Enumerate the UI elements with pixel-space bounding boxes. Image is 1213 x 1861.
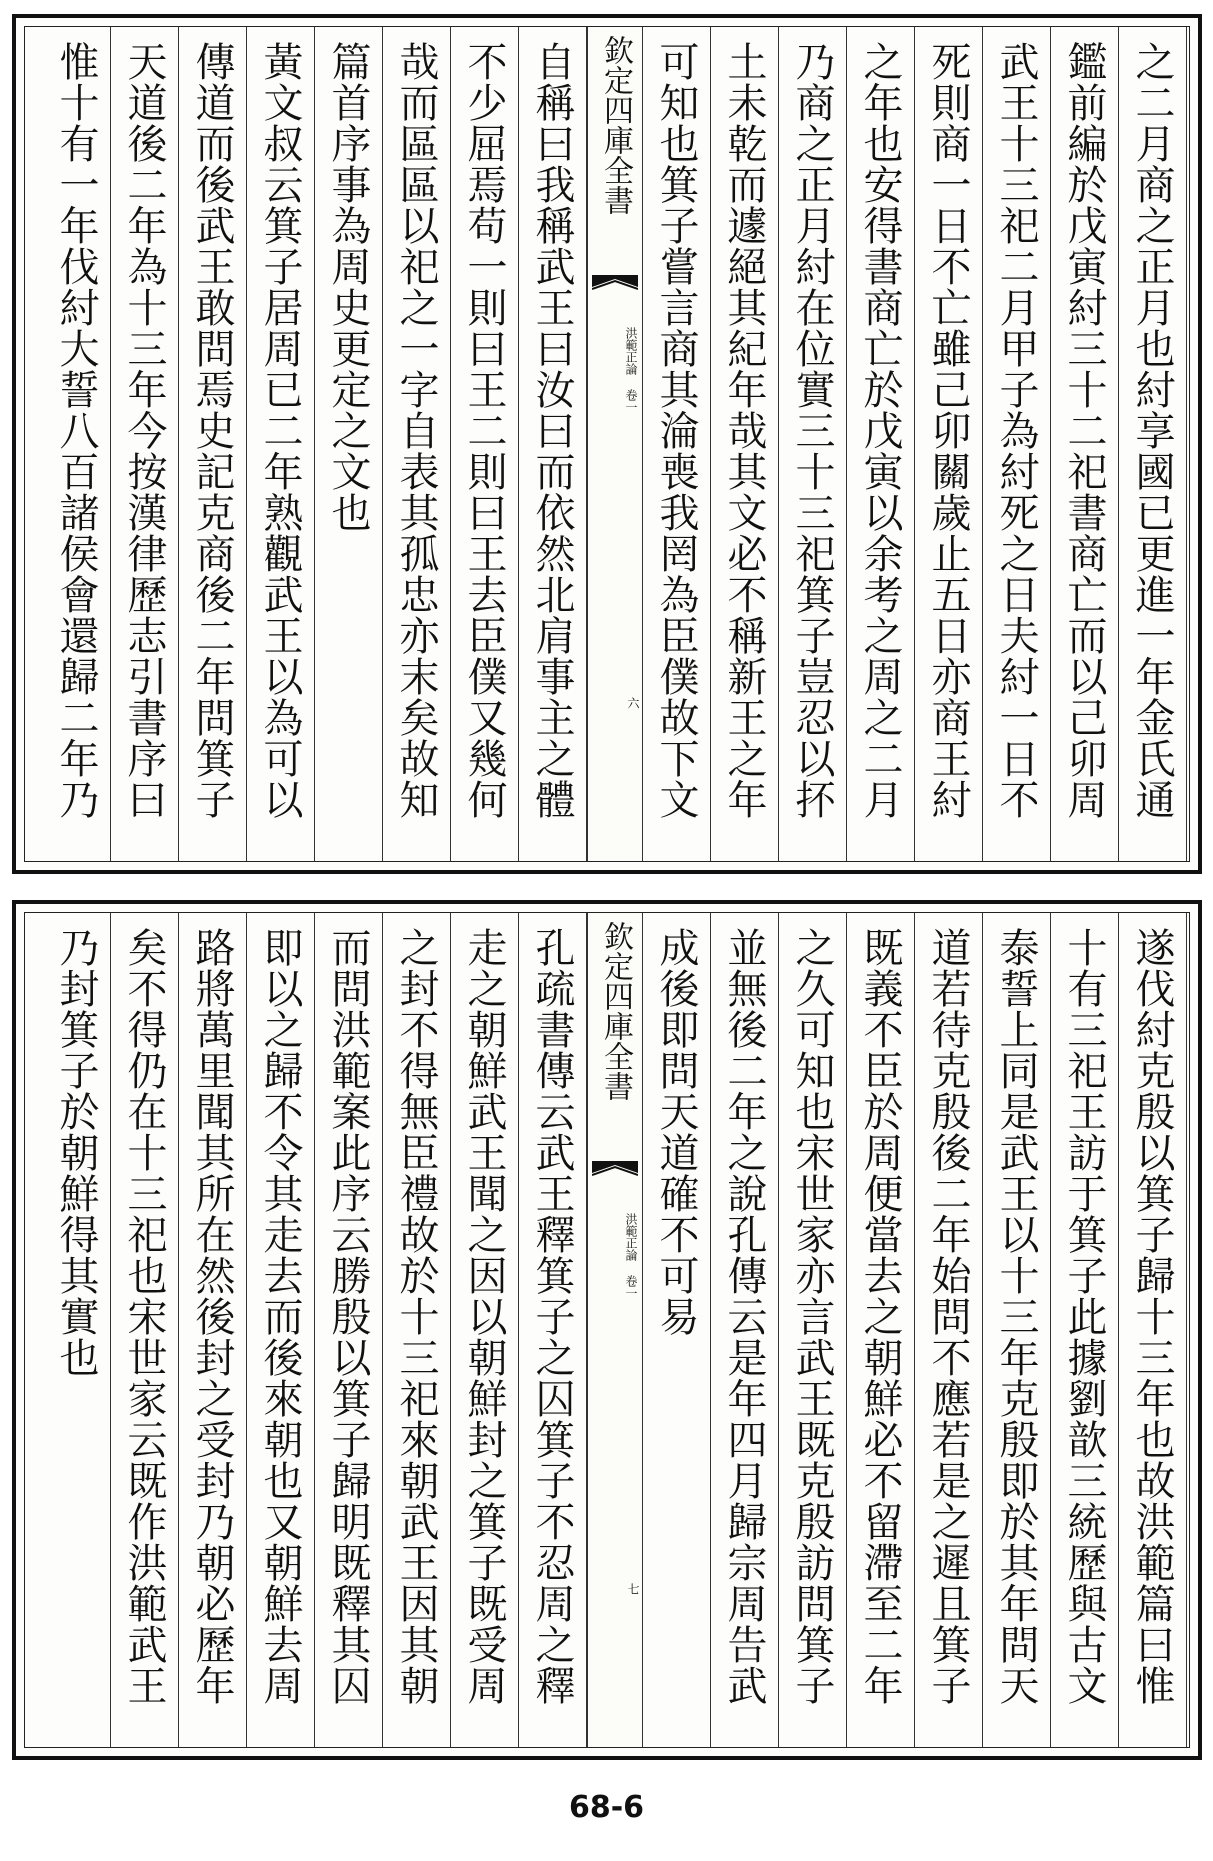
column-text: 之久可知也宋世家亦言武王既克殷訪問箕子	[789, 927, 835, 1706]
chapter-label: 洪範正論 卷一	[624, 1213, 638, 1299]
column-text: 死則商一日不亡雖己卯關歲止五日亦商王紂	[925, 41, 971, 820]
text-column	[1051, 913, 1119, 1747]
column-text: 矣不得仍在十三祀也宋世家云既作洪範武王	[121, 927, 167, 1706]
text-column	[519, 913, 587, 1747]
center-spine	[587, 27, 643, 861]
text-column	[43, 27, 111, 861]
text-column	[247, 913, 315, 1747]
column-text: 並無後二年之說孔傳云是年四月歸宗周告武	[721, 927, 767, 1706]
book-title: 欽定四庫全書	[598, 921, 633, 1101]
center-spine	[587, 913, 643, 1747]
chapter-label: 洪範正論 卷一	[624, 327, 638, 413]
text-column	[1119, 913, 1187, 1747]
book-title: 欽定四庫全書	[598, 35, 633, 215]
text-column	[1119, 27, 1187, 861]
text-column	[1051, 27, 1119, 861]
column-text: 鑑前編於戊寅紂三十二祀書商亡而以己卯周	[1061, 41, 1107, 820]
fish-tail-mark-icon	[592, 1161, 638, 1187]
leaf-number: 六	[626, 697, 640, 709]
text-column	[179, 27, 247, 861]
page-number: 68-6	[568, 1790, 645, 1825]
column-text: 路將萬里聞其所在然後封之受封乃朝必歷年	[189, 927, 235, 1706]
text-column	[247, 27, 315, 861]
top-page	[12, 14, 1202, 874]
column-text: 道若待克殷後二年始問不應若是之遲且箕子	[925, 927, 971, 1706]
column-text: 既義不臣於周便當去之朝鮮必不留滯至二年	[857, 927, 903, 1706]
text-column	[451, 913, 519, 1747]
column-text: 遂伐紂克殷以箕子歸十三年也故洪範篇曰惟	[1129, 927, 1175, 1706]
text-column	[983, 27, 1051, 861]
column-text: 之封不得無臣禮故於十三祀來朝武王因其朝	[393, 927, 439, 1706]
text-column	[643, 913, 711, 1747]
column-text: 之二月商之正月也紂享國已更進一年金氏通	[1129, 41, 1175, 820]
column-text: 天道後二年為十三年今按漢律歷志引書序曰	[121, 41, 167, 820]
text-column	[983, 913, 1051, 1747]
text-column	[915, 27, 983, 861]
text-column	[383, 27, 451, 861]
text-column	[711, 27, 779, 861]
column-text: 篇首序事為周史更定之文也	[325, 41, 371, 533]
column-text: 不少屈焉苟一則曰王二則曰王去臣僕又幾何	[461, 41, 507, 820]
fish-tail-mark-icon	[592, 275, 638, 301]
text-column	[315, 913, 383, 1747]
column-text: 孔疏書傳云武王釋箕子之囚箕子不忍周之釋	[529, 927, 575, 1706]
top-page-frame	[24, 26, 1190, 862]
text-column	[847, 27, 915, 861]
column-text: 十有三祀王訪于箕子此據劉歆三統歷與古文	[1061, 927, 1107, 1706]
text-column	[383, 913, 451, 1747]
column-text: 成後即問天道確不可易	[653, 927, 699, 1337]
text-column	[643, 27, 711, 861]
text-column	[111, 27, 179, 861]
column-text: 而問洪範案此序云勝殷以箕子歸明既釋其囚	[325, 927, 371, 1706]
text-column	[43, 913, 111, 1747]
text-column	[315, 27, 383, 861]
text-column	[779, 27, 847, 861]
column-text: 武王十三祀二月甲子為紂死之日夫紂一日不	[993, 41, 1039, 820]
bottom-page	[12, 900, 1202, 1760]
column-text: 乃商之正月紂在位實三十三祀箕子豈忍以抔	[789, 41, 835, 820]
column-text: 即以之歸不令其走去而後來朝也又朝鮮去周	[257, 927, 303, 1706]
column-text: 泰誓上同是武王以十三年克殷即於其年問天	[993, 927, 1039, 1706]
column-text: 惟十有一年伐紂大誓八百諸侯會還歸二年乃	[53, 41, 99, 820]
column-text: 傳道而後武王敢問焉史記克商後二年問箕子	[189, 41, 235, 820]
column-text: 黃文叔云箕子居周已二年熟觀武王以為可以	[257, 41, 303, 820]
column-text: 走之朝鮮武王聞之因以朝鮮封之箕子既受周	[461, 927, 507, 1706]
text-column	[111, 913, 179, 1747]
text-column	[519, 27, 587, 861]
text-column	[451, 27, 519, 861]
column-text: 之年也安得書商亡於戊寅以余考之周之二月	[857, 41, 903, 820]
column-text: 自稱曰我稱武王曰汝曰而依然北肩事主之體	[529, 41, 575, 820]
column-text: 哉而區區以祀之一字自表其孤忠亦末矣故知	[393, 41, 439, 820]
text-column	[779, 913, 847, 1747]
column-text: 乃封箕子於朝鮮得其實也	[53, 927, 99, 1378]
text-column	[179, 913, 247, 1747]
column-text: 可知也箕子嘗言商其淪喪我罔為臣僕故下文	[653, 41, 699, 820]
leaf-number: 七	[626, 1583, 640, 1595]
text-column	[711, 913, 779, 1747]
text-column	[847, 913, 915, 1747]
text-column	[915, 913, 983, 1747]
column-text: 土未乾而遽絕其紀年哉其文必不稱新王之年	[721, 41, 767, 820]
bottom-page-frame	[24, 912, 1190, 1748]
